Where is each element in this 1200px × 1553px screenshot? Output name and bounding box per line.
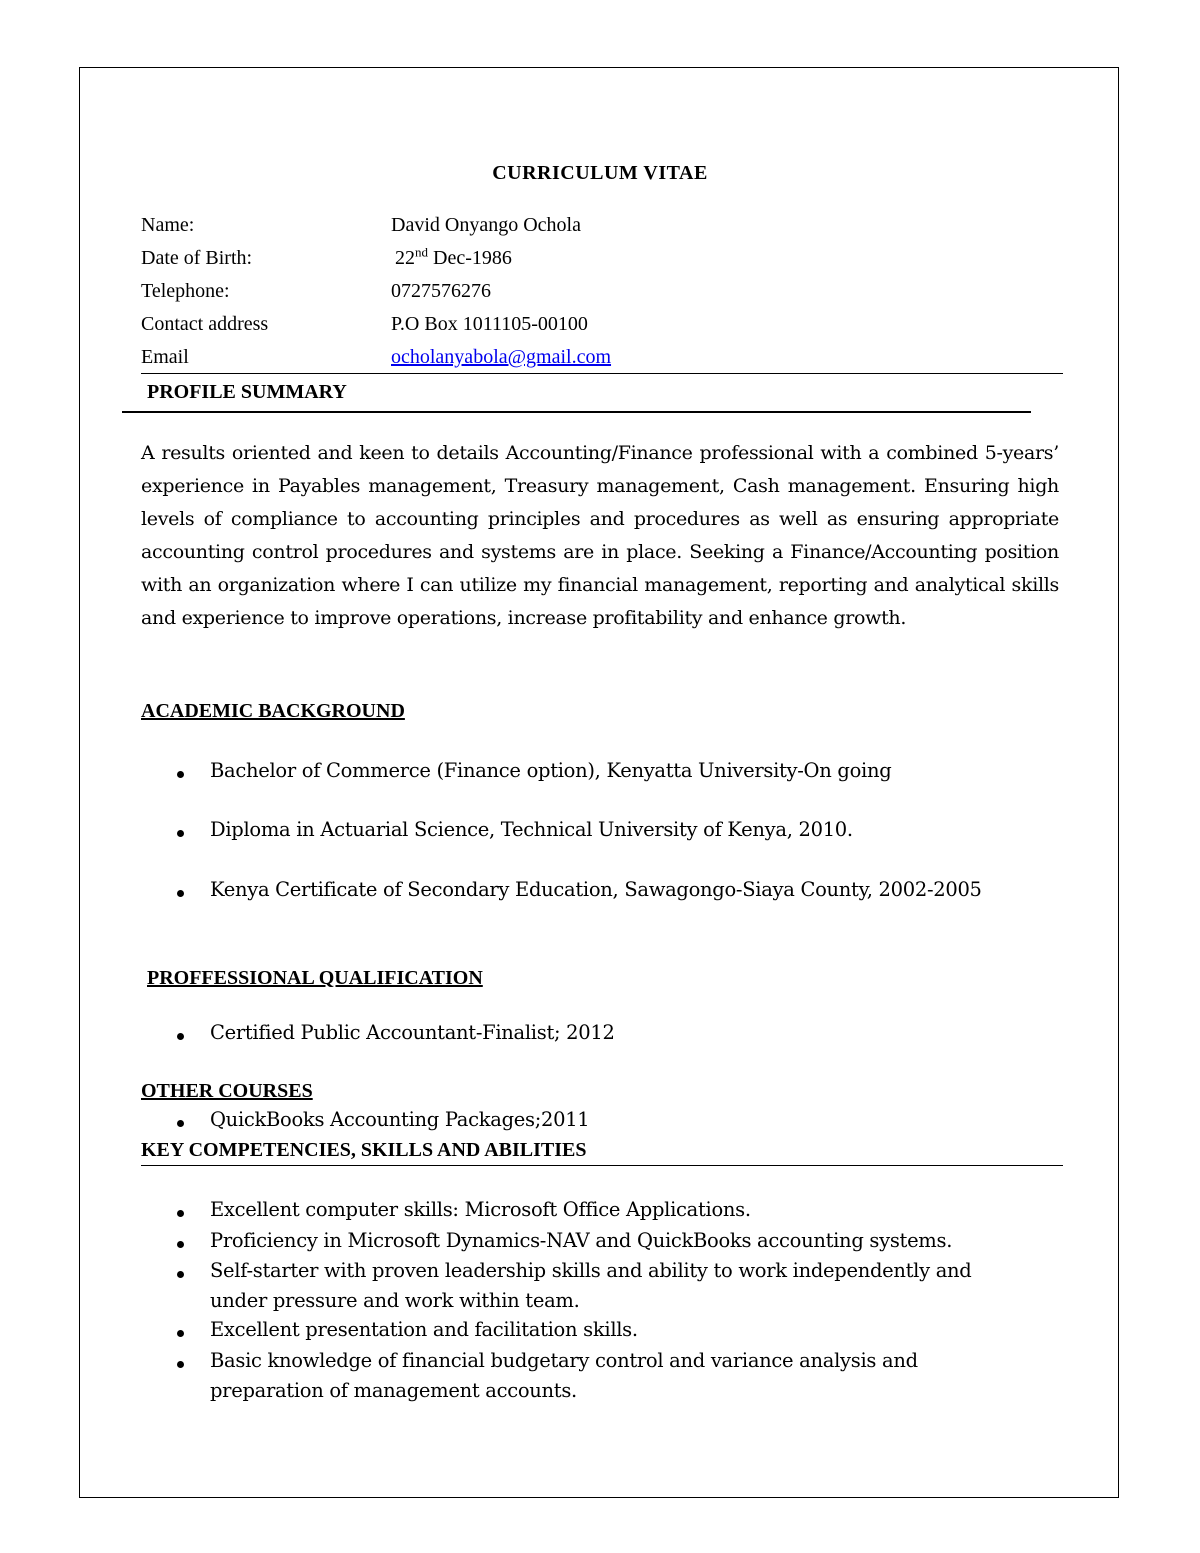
bullet-icon <box>177 1241 184 1248</box>
divider-line <box>141 373 1063 374</box>
list-item: Proficiency in Microsoft Dynamics-NAV and QuickBooks accounting systems. <box>210 1229 953 1252</box>
dob-suffix: nd <box>415 244 428 260</box>
academic-heading: ACADEMIC BACKGROUND <box>141 700 405 722</box>
bullet-icon <box>177 1271 184 1278</box>
other-courses-heading: OTHER COURSES <box>141 1080 313 1102</box>
list-item: Excellent computer skills: Microsoft Office Applications. <box>210 1198 751 1221</box>
list-item: Certified Public Accountant-Finalist; 2012 <box>210 1021 615 1044</box>
list-item-continuation: under pressure and work within team. <box>210 1289 580 1312</box>
dob-rest: Dec-1986 <box>428 247 512 269</box>
email-link[interactable]: ocholanyabola@gmail.com <box>391 346 612 368</box>
bullet-icon <box>177 1120 184 1127</box>
divider-line <box>122 411 1031 413</box>
list-item: QuickBooks Accounting Packages;2011 <box>210 1108 590 1131</box>
professional-heading: PROFFESSIONAL QUALIFICATION <box>147 967 483 989</box>
list-item: Excellent presentation and facilitation skills. <box>210 1318 638 1341</box>
bullet-icon <box>177 1330 184 1337</box>
dob-value <box>395 244 512 270</box>
telephone-value: 0727576276 <box>391 280 491 302</box>
bullet-icon <box>177 890 184 897</box>
bullet-icon <box>177 1033 184 1040</box>
divider-line <box>141 1165 1063 1166</box>
name-label: Name: <box>141 214 195 236</box>
list-item: Diploma in Actuarial Science, Technical University of Kenya, 2010. <box>210 818 853 841</box>
bullet-icon <box>177 1361 184 1368</box>
address-value: P.O Box 1011105-00100 <box>391 313 588 335</box>
page-border <box>79 67 1119 1498</box>
bullet-icon <box>177 830 184 837</box>
name-value: David Onyango Ochola <box>391 214 581 236</box>
address-label: Contact address <box>141 313 269 335</box>
list-item: Basic knowledge of financial budgetary control and variance analysis and <box>210 1349 918 1372</box>
dob-day: 22 <box>395 247 415 269</box>
profile-summary-text: A results oriented and keen to details Accounting/Finance professional with a combined 5-years’ experience in Payables management, Treasury management, Cash management. Ensuring high levels of compliance to accounting principles and procedures as well as ensuring appropriate accounting control procedures and systems are in place. Seeking a Finance/Accounting position with an organization where I can utilize my financial management, reporting and analytical skills and experience to improve operations, increase profitability and enhance growth. <box>141 442 1059 629</box>
list-item: Self-starter with proven leadership skills and ability to work independently and <box>210 1259 972 1282</box>
list-item: Bachelor of Commerce (Finance option), Kenyatta University-On going <box>210 759 892 782</box>
profile-summary-heading: PROFILE SUMMARY <box>147 381 347 403</box>
competencies-heading: KEY COMPETENCIES, SKILLS AND ABILITIES <box>141 1139 587 1161</box>
dob-label: Date of Birth: <box>141 247 253 269</box>
list-item-continuation: preparation of management accounts. <box>210 1379 577 1402</box>
bullet-icon <box>177 771 184 778</box>
telephone-label: Telephone: <box>141 280 230 302</box>
email-label: Email <box>141 346 189 368</box>
document-title: CURRICULUM VITAE <box>492 162 708 184</box>
bullet-icon <box>177 1210 184 1217</box>
list-item: Kenya Certificate of Secondary Education, Sawagongo-Siaya County, 2002-2005 <box>210 878 982 901</box>
